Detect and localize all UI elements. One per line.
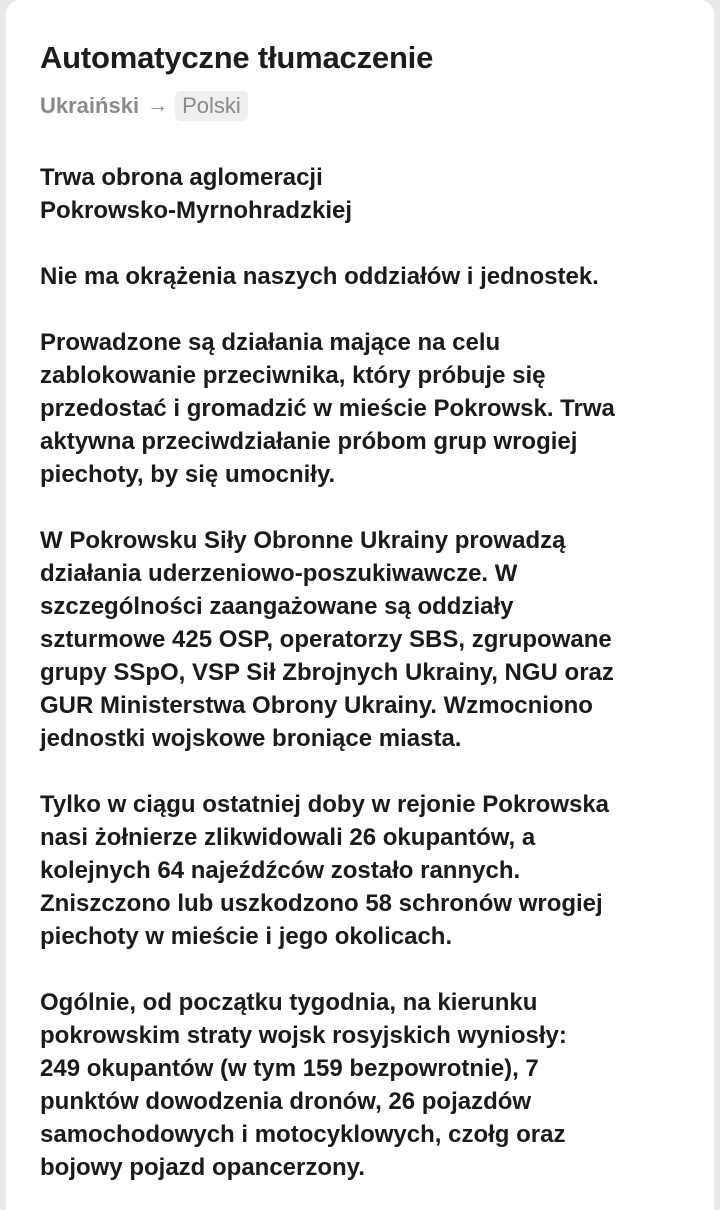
translated-text [40, 161, 690, 1184]
page-title: Automatyczne tłumaczenie [40, 40, 434, 75]
language-pair [40, 91, 690, 121]
paragraph: Prowadzone są działania mające na celu zablokowanie przeciwnika, który próbuje się przedostać i gromadzić w mieście Pokrowsk. Trwa aktywna przeciwdziałanie próbom grup wrogiej piechoty, by się umocniły. [40, 329, 615, 488]
paragraph: W Pokrowsku Siły Obronne Ukrainy prowadzą działania uderzeniowo-poszukiwawcze. W szczególności zaangażowane są oddziały szturmowe 425 OSP, operatorzy SBS, zgrupowane grupy SSpO, VSP Sił Zbrojnych Ukrainy, NGU oraz GUR Ministerstwa Obrony Ukrainy. Wzmocniono jednostki wojskowe broniące miasta. [40, 527, 614, 752]
target-language-chip[interactable]: Polski [175, 91, 248, 121]
paragraph: Nie ma okrążenia naszych oddziałów i jednostek. [40, 263, 599, 290]
source-language: Ukraiński [40, 93, 140, 118]
paragraph: Tylko w ciągu ostatniej doby w rejonie Pokrowska nasi żołnierze zlikwidowali 26 okupantów, a kolejnych 64 najeźdźców zostało rannych. Zniszczono lub uszkodzono 58 schronów wrogiej piechoty w mieście i jego okolicach. [40, 791, 610, 950]
paragraph: Ogólnie, od początku tygodnia, na kierunku pokrowskim straty wojsk rosyjskich wyniosły: 249 okupantów (w tym 159 bezpowrotnie), 7 punktów dowodzenia dronów, 26 pojazdów samochodowych i motocyklowych, czołg oraz bojowy pojazd opancerzony. [40, 989, 567, 1181]
paragraph: Trwa obrona aglomeracji Pokrowsko-Myrnohradzkiej [40, 164, 353, 224]
translation-sheet [6, 0, 714, 1210]
arrow-right-icon: → [147, 94, 169, 117]
